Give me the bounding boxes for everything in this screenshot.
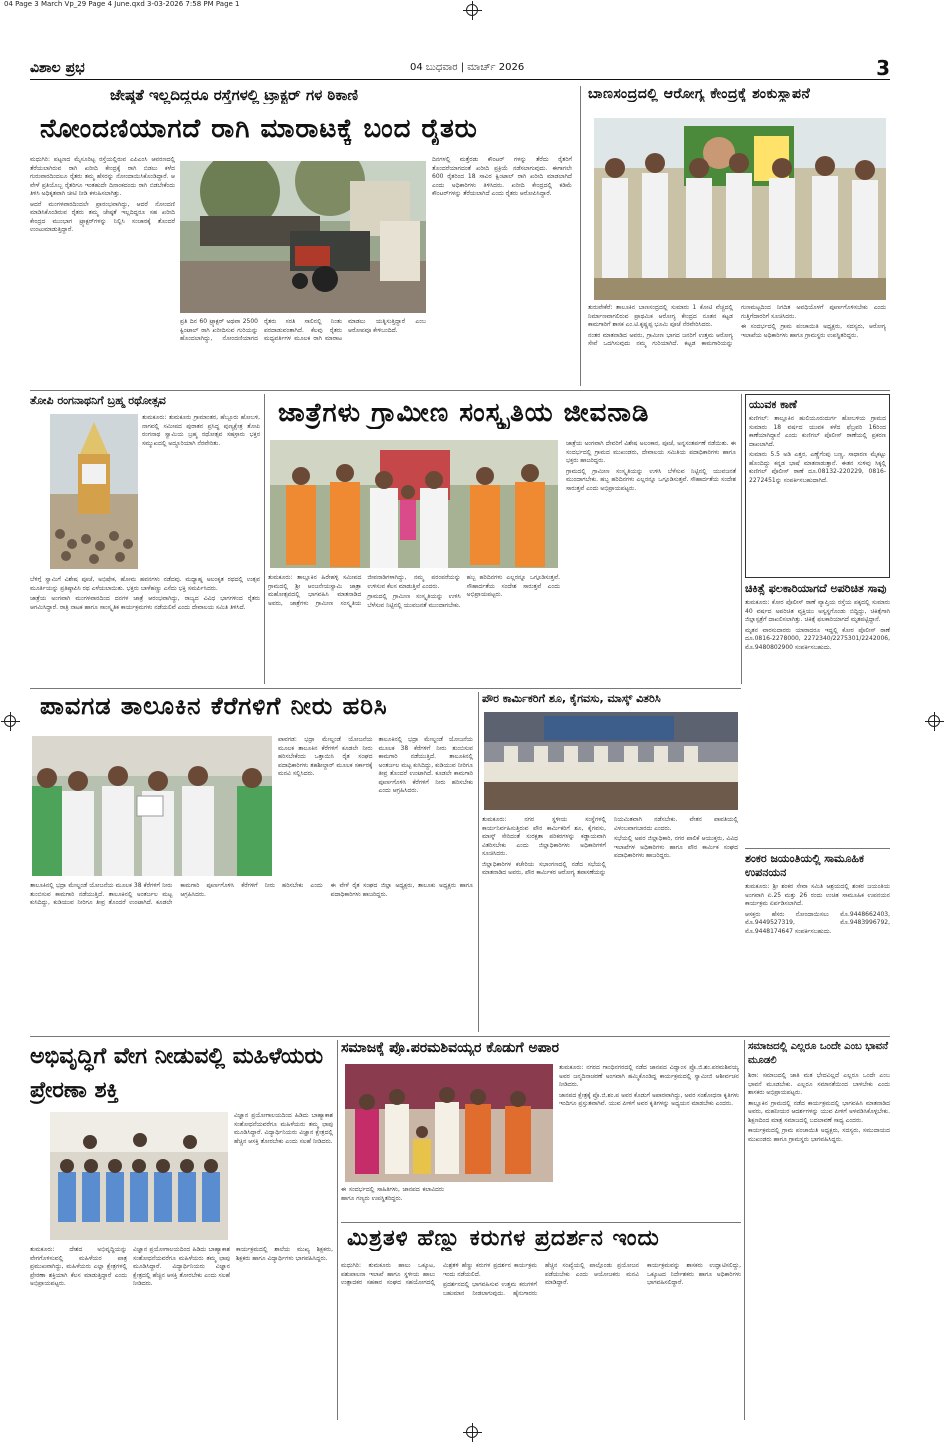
article-calf-exhibition [341, 1226, 741, 1420]
article-jatre [268, 394, 738, 684]
page-number: 3 [876, 56, 890, 80]
article-body-bottom: ಬೆಳಿಗ್ಗೆ ಸ್ವಾಮಿಗೆ ವಿಶೇಷ ಪೂಜೆ, ಅಭಿಷೇಕ, ಹೋಮ ಹವನಗಳು ನಡೆದವು. ಮಧ್ಯಾಹ್ನ ಅಲಂಕೃತ ರಥದಲ್ಲಿ ಉತ್ಸವ ಮೂರ್ತಿಯನ್ನು ಪ್ರತಿಷ್ಠಾಪಿಸಿ ರಥ ಎಳೆಯಲಾಯಿತು. ಭಕ್ತರು ಬಾಳೆಹಣ್ಣು ಎಸೆದು ಭಕ್ತಿ ಸಮರ್ಪಿಸಿದರು. ಜಾತ್ರೆಯ ಅಂಗವಾಗಿ ಮಂಗಳವಾರದಿಂದ ದನಗಳ ಜಾತ್ರೆ ಆರಂಭವಾಗಿದ್ದು, ರಾಜ್ಯದ ವಿವಿಧ ಭಾಗಗಳಿಂದ ರೈತರು ಆಗಮಿಸಿದ್ದಾರೆ. ರಾತ್ರಿ ನಾಟಕ ಹಾಗೂ ಸಾಂಸ್ಕೃತಿಕ ಕಾರ್ಯಕ್ರಮಗಳು ನಡೆಯಲಿವೆ ಎಂದು ದೇವಾಲಯ ಸಮಿತಿ ತಿಳಿಸಿದೆ. [30, 576, 260, 611]
foundation-ceremony-photo [594, 118, 886, 300]
article-unknown-death [745, 582, 890, 840]
article-body-right: ಜಾತ್ರೆಯ ಅಂಗವಾಗಿ ದೇವರಿಗೆ ವಿಶೇಷ ಅಲಂಕಾರ, ಪೂಜೆ, ಅನ್ನಸಂತರ್ಪಣೆ ನಡೆಯಿತು. ಈ ಸಂದರ್ಭದಲ್ಲಿ ಗ್ರಾಮದ ಮುಖಂಡರು, ದೇವಾಲಯ ಸಮಿತಿಯ ಪದಾಧಿಕಾರಿಗಳು ಹಾಗೂ ಭಕ್ತರು ಹಾಜರಿದ್ದರು. ಗ್ರಾಮದಲ್ಲಿ ಗ್ರಾಮೀಣ ಸಂಸ್ಕೃತಿಯನ್ನು ಉಳಿಸಿ ಬೆಳೆಸುವ ನಿಟ್ಟಿನಲ್ಲಿ ಯುವಜನತೆ ಮುಂದಾಗಬೇಕು. ಹಬ್ಬ ಹರಿದಿನಗಳು ಎಲ್ಲರನ್ನೂ ಒಗ್ಗೂಡಿಸುತ್ತವೆ. ಸೌಹಾರ್ದತೆಯ ಸಂದೇಶ ಸಾರುತ್ತವೆ ಎಂದು ಅಭಿಪ್ರಾಯಪಟ್ಟರು. [566, 440, 736, 492]
article-body-right: ಪಾವಗಡ: ಭದ್ರಾ ಮೇಲ್ದಂಡೆ ಯೋಜನೆಯ ಮೂಲಕ ತಾಲೂಕಿನ ಕೆರೆಗಳಿಗೆ ಕೂಡಲೇ ನೀರು ಹರಿಸಬೇಕೆಂದು ಒತ್ತಾಯಿಸಿ ರೈತ ಸಂಘದ ಪದಾಧಿಕಾರಿಗಳು ತಹಶೀಲ್ದಾರ್ ಮೂಲಕ ಸರ್ಕಾರಕ್ಕೆ ಮನವಿ ಸಲ್ಲಿಸಿದರು. ತಾಲೂಕಿನಲ್ಲಿ ಭದ್ರಾ ಮೇಲ್ದಂಡೆ ಯೋಜನೆಯ ಮೂಲಕ 38 ಕೆರೆಗಳಿಗೆ ನೀರು ತುಂಬಿಸುವ ಕಾಮಗಾರಿ ನಡೆಯುತ್ತಿದೆ. ತಾಲೂಕಿನಲ್ಲಿ ಅಂತರ್ಜಲ ಮಟ್ಟ ಕುಸಿದಿದ್ದು, ಕುಡಿಯುವ ನೀರಿಗೂ ತೀವ್ರ ತೊಂದರೆ ಉಂಟಾಗಿದೆ. ಕೂಡಲೇ ಕಾಮಗಾರಿ ಪೂರ್ಣಗೊಳಿಸಿ ಕೆರೆಗಳಿಗೆ ನೀರು ಹರಿಸಬೇಕು ಎಂದು ಆಗ್ರಹಿಸಿದರು. [278, 736, 473, 794]
article-health [588, 86, 888, 386]
masthead [30, 58, 890, 80]
print-slug: 04 Page 3 March Vp_29 Page 4 June.qxd 3-03-2026 7:58 PM Page 1 [4, 0, 240, 8]
article-body-top: ತುಮಕೂರು: ತುಮಕೂರು ಗ್ರಾಮಾಂತರ, ಹೆಬ್ಬೂರು ಹೋಬಳಿ, ನಾಗವಲ್ಲಿ ಸಮೀಪದ ಪುರಾತನ ಪ್ರಸಿದ್ಧ ಪುಣ್ಯಕ್ಷೇತ್ರ ತೋಪಿ ರಂಗನಾಥ ಸ್ವಾಮಿಯ ಬ್ರಹ್ಮ ರಥೋತ್ಸವ ಸಹಸ್ರಾರು ಭಕ್ತರ ಸಮ್ಮುಖದಲ್ಲಿ ಅದ್ದೂರಿಯಾಗಿ ನೆರವೇರಿತು. [142, 414, 260, 447]
article-headline: ಚಿಕಿತ್ಸೆ ಫಲಕಾರಿಯಾಗದೆ ಅಪರಿಚಿತ ಸಾವು [745, 582, 887, 595]
article-pavagada-lakes [30, 692, 475, 1032]
article-body-col1: ಮಧುಗಿರಿ: ಪಟ್ಟಣದ ಮೈಸೂರಿಟ್ಟ ರಸ್ತೆಯಲ್ಲಿರುವ ಎಪಿಎಂಸಿ ಆವರಣದಲ್ಲಿ ತೆರೆಯಲಾಗಿರುವ ರಾಗಿ ಖರೀದಿ ಕೇಂದ್ರಕ್ಕೆ ರಾಗಿ ಬಿಡಲು ಕಳೆದ ಗುರುವಾರದಿಂದಲೂ ರೈತರು ತಮ್ಮ ಹೆಸರನ್ನು ನೋಂದಾಯಿಸಿಕೊಂಡಿದ್ದಾರೆ. ಆ ವೇಳೆ ಪ್ರತಿಯೊಬ್ಬ ರೈತರಿಗೂ ಇಂತಹುದೇ ದಿನಾಂಕದಂದು ರಾಗಿ ಬಿಡಬೇಕೆಂದು ತಿಳಿಸಿ ಅಧಿಕೃತವಾಗಿ ಚೀಟಿ ನೀಡಿ ಕಳುಹಿಸಲಾಗಿತ್ತು. ಆದರೆ ಮಂಗಳವಾರದಿಂದಲೇ ಪ್ರಾರಂಭವಾಗಿದ್ದು, ಆದರೆ ನೋಂದಣಿ ಮಾಡಿಸಿಕೊಂಡಿರುವ ರೈತರು ತಮ್ಮ ಜೇಷ್ಠತೆ ಇಲ್ಲದಿದ್ದರೂ ಸಹ ಖರೀದಿ ಕೇಂದ್ರದ ಮುಂಭಾಗ ಟ್ರ್ಯಾಕ್ಟರ್‌ಗಳನ್ನು ನಿಲ್ಲಿಸಿ ಸಂಚಾರಕ್ಕೆ ತೊಂದರೆ ಉಂಟುಮಾಡುತ್ತಿದ್ದಾರೆ. [30, 156, 175, 233]
article-body-bottom: ತಾಲೂಕಿನಲ್ಲಿ ಭದ್ರಾ ಮೇಲ್ದಂಡೆ ಯೋಜನೆಯ ಮೂಲಕ 38 ಕೆರೆಗಳಿಗೆ ನೀರು ತುಂಬಿಸುವ ಕಾಮಗಾರಿ ನಡೆಯುತ್ತಿದೆ. ತಾಲೂಕಿನಲ್ಲಿ ಅಂತರ್ಜಲ ಮಟ್ಟ ಕುಸಿದಿದ್ದು, ಕುಡಿಯುವ ನೀರಿಗೂ ತೀವ್ರ ತೊಂದರೆ ಉಂಟಾಗಿದೆ. ಕೂಡಲೇ ಕಾಮಗಾರಿ ಪೂರ್ಣಗೊಳಿಸಿ ಕೆರೆಗಳಿಗೆ ನೀರು ಹರಿಸಬೇಕು ಎಂದು ಆಗ್ರಹಿಸಿದರು. ಈ ವೇಳೆ ರೈತ ಸಂಘದ ಜಿಲ್ಲಾ ಅಧ್ಯಕ್ಷರು, ತಾಲೂಕು ಅಧ್ಯಕ್ಷರು ಹಾಗೂ ಪದಾಧಿಕಾರಿಗಳು ಹಾಜರಿದ್ದರು. [30, 882, 473, 906]
article-headline: ಅಭಿವೃದ್ಧಿಗೆ ವೇಗ ನೀಡುವಲ್ಲಿ ಮಹಿಳೆಯರು ಪ್ರೇರಣಾ ಶಕ್ತಿ [30, 1044, 324, 1103]
newspaper-brand: ವಿಶಾಲ ಪ್ರಭ [30, 60, 85, 76]
article-headline: ಜಾತ್ರೆಗಳು ಗ್ರಾಮೀಣ ಸಂಸ್ಕೃತಿಯ ಜೀವನಾಡಿ [278, 398, 650, 428]
registration-mark-icon [466, 4, 478, 16]
article-rath [30, 394, 260, 684]
article-body-col3: ದಿನಗಳಲ್ಲಿ ಮತ್ತೆರಡು ಕೌಂಟರ್ ಗಳನ್ನು ತೆರೆದು ರೈತರಿಗೆ ತೊಂದರೆಯಾಗದಂತೆ ಖರೀದಿ ಪ್ರಕ್ರಿಯೆ ನಡೆಸಲಾಗುವುದು. ಈಗಾಗಲೇ 600 ರೈತರಿಂದ 18 ಸಾವಿರ ಕ್ವಿಂಟಾಲ್ ರಾಗಿ ಖರೀದಿ ಮಾಡಲಾಗಿದೆ ಎಂದು ಅಧಿಕಾರಿಗಳು ತಿಳಿಸಿದರು. ಖರೀದಿ ಕೇಂದ್ರದಲ್ಲಿ ಕಡಿಮೆ ಕೌಂಟರ್‌ಗಳನ್ನು ತೆರೆಯಲಾಗಿದೆ ಎಂದು ರೈತರು ಆರೋಪಿಸಿದ್ದಾರೆ. [432, 156, 572, 197]
article-headline: ತೋಪಿ ರಂಗನಾಥನಿಗೆ ಬ್ರಹ್ಮ ರಥೋತ್ಸವ [30, 394, 166, 407]
tribute-ceremony-photo [345, 1064, 553, 1182]
article-kicker: ಜೇಷ್ಠತೆ ಇಲ್ಲದಿದ್ದರೂ ರಸ್ತೆಗಳಲ್ಲಿ ಟ್ರ್ಯಾಕ್ಟರ್ ಗಳ ಠಿಕಾಣಿ [110, 86, 359, 104]
meeting-hall-photo [484, 712, 738, 810]
article-civic-workers [482, 692, 740, 1032]
article-headline: ಶಂಕರ ಜಯಂತಿಯಲ್ಲಿ ಸಾಮೂಹಿಕ ಉಪನಯನ [745, 852, 865, 879]
article-women-development [30, 1040, 333, 1420]
article-body: ಶಿರಾ: ಸಮಾಜದಲ್ಲಿ ಜಾತಿ ಮತ ಭೇದವಿಲ್ಲದೆ ಎಲ್ಲರೂ ಒಂದೇ ಎಂಬ ಭಾವನೆ ಮೂಡಬೇಕು. ಎಲ್ಲರೂ ಸಮಾನತೆಯಿಂದ ಬಾಳಬೇಕು ಎಂದು ಶಾಸಕರು ಅಭಿಪ್ರಾಯಪಟ್ಟರು. ತಾಲ್ಲೂಕಿನ ಗ್ರಾಮದಲ್ಲಿ ನಡೆದ ಕಾರ್ಯಕ್ರಮದಲ್ಲಿ ಭಾಗವಹಿಸಿ ಮಾತನಾಡಿದ ಅವರು, ಮಹನೀಯರ ಆದರ್ಶಗಳನ್ನು ಯುವ ಪೀಳಿಗೆ ಅಳವಡಿಸಿಕೊಳ್ಳಬೇಕು. ಶಿಕ್ಷಣದಿಂದ ಮಾತ್ರ ಸಮಾಜದಲ್ಲಿ ಬದಲಾವಣೆ ಸಾಧ್ಯ ಎಂದರು. ಕಾರ್ಯಕ್ರಮದಲ್ಲಿ ಗ್ರಾಮ ಪಂಚಾಯಿತಿ ಅಧ್ಯಕ್ಷರು, ಸದಸ್ಯರು, ಸಮುದಾಯದ ಮುಖಂಡರು ಹಾಗೂ ಗ್ರಾಮಸ್ಥರು ಭಾಗವಹಿಸಿದ್ದರು. [748, 1072, 890, 1143]
article-body: ತುಮಕೂರು: ಕೋರ ಪೊಲೀಸ್ ಠಾಣೆ ವ್ಯಾಪ್ತಿಯ ರಸ್ತೆಯ ಪಕ್ಕದಲ್ಲಿ ಸುಮಾರು 40 ವರ್ಷದ ಅಪರಿಚಿತ ವ್ಯಕ್ತಿಯು ಅಸ್ವಸ್ಥಗೊಂಡು ಬಿದ್ದಿದ್ದು, ಚಿಕಿತ್ಸೆಗಾಗಿ ಜಿಲ್ಲಾಸ್ಪತ್ರೆಗೆ ದಾಖಲಿಸಲಾಗಿತ್ತು. ಚಿಕಿತ್ಸೆ ಫಲಕಾರಿಯಾಗದೆ ಮೃತಪಟ್ಟಿದ್ದಾನೆ. ಮೃತನ ವಾರಸುದಾರರು ಯಾರಾದರೂ ಇದ್ದಲ್ಲಿ ಕೋರ ಪೊಲೀಸ್ ಠಾಣೆ ದೂ.0816-2278000, 2272340/2275301/2242006, ಮೊ.9480802900 ಸಂಪರ್ಕಿಸಬಹುದು. [745, 599, 890, 651]
memorandum-submission-photo [32, 736, 272, 876]
article-body-right: ತುಮಕೂರು: ನಗರದ ಗಾಂಧಿನಗರದಲ್ಲಿ ನಡೆದ ಜಾನಪದ ವಿದ್ವಾಂಸ ಪ್ರೊ.ಜಿ.ಶಂ.ಪರಮಶಿವಯ್ಯ ಅವರ ಜನ್ಮದಿನಾಚರಣೆ ಅಂಗವಾಗಿ ಹಮ್ಮಿಕೊಂಡಿದ್ದ ಕಾರ್ಯಕ್ರಮದಲ್ಲಿ ಸ್ವಾಮೀಜಿ ಆಶೀರ್ವಚನ ನೀಡಿದರು. ಜಾನಪದ ಕ್ಷೇತ್ರಕ್ಕೆ ಪ್ರೊ.ಜಿ.ಶಂ.ಪ ಅವರ ಕೊಡುಗೆ ಅಪಾರವಾಗಿದ್ದು, ಅವರ ಸಂಶೋಧನಾ ಕೃತಿಗಳು ಇಂದಿಗೂ ಪ್ರಸ್ತುತವಾಗಿವೆ. ಯುವ ಪೀಳಿಗೆ ಅವರ ಕೃತಿಗಳನ್ನು ಅಧ್ಯಯನ ಮಾಡಬೇಕು ಎಂದರು. [559, 1064, 739, 1107]
registration-mark-icon [4, 715, 16, 727]
article-ragi [30, 86, 575, 386]
article-professor-tribute [341, 1040, 741, 1218]
jatre-festival-photo [270, 440, 558, 568]
article-body-right: ವಿಜ್ಞಾನ ಪ್ರಯೋಗಾಲಯದಿಂದ ಹಿಡಿದು ಬಾಹ್ಯಾಕಾಶ ಸಂಶೋಧನೆಯವರೆಗೂ ಮಹಿಳೆಯರು ತಮ್ಮ ಛಾಪು ಮೂಡಿಸಿದ್ದಾರೆ. ವಿದ್ಯಾರ್ಥಿನಿಯರು ವಿಜ್ಞಾನ ಕ್ಷೇತ್ರದಲ್ಲಿ ಹೆಚ್ಚಿನ ಆಸಕ್ತಿ ತೋರಬೇಕು ಎಂದು ಸಲಹೆ ನೀಡಿದರು. [234, 1112, 333, 1145]
article-youth-missing [745, 394, 890, 578]
article-headline: ಮಿಶ್ರತಳಿ ಹೆಣ್ಣು ಕರುಗಳ ಪ್ರದರ್ಶನ ಇಂದು [347, 1226, 660, 1251]
registration-mark-icon [466, 1426, 478, 1438]
article-headline: ಪಾವಗಡ ತಾಲೂಕಿನ ಕೆರೆಗಳಿಗೆ ನೀರು ಹರಿಸಿ [40, 692, 388, 720]
article-body: ತುರುವೇಕೆರೆ: ತಾಲೂಕಿನ ಬಾಣಸಂದ್ರದಲ್ಲಿ ಸುಮಾರು 1 ಕೋಟಿ ವೆಚ್ಚದಲ್ಲಿ ನಿರ್ಮಾಣವಾಗಲಿರುವ ಪ್ರಾಥಮಿಕ ಆರೋಗ್ಯ ಕೇಂದ್ರದ ನೂತನ ಕಟ್ಟಡ ಕಾಮಗಾರಿಗೆ ಶಾಸಕ ಎಂ.ಟಿ.ಕೃಷ್ಣಪ್ಪ ಭೂಮಿ ಪೂಜೆ ನೆರವೇರಿಸಿದರು. ನಂತರ ಮಾತನಾಡಿದ ಅವರು, ಗ್ರಾಮೀಣ ಭಾಗದ ಜನರಿಗೆ ಉತ್ತಮ ಆರೋಗ್ಯ ಸೇವೆ ಒದಗಿಸುವುದು ನಮ್ಮ ಗುರಿಯಾಗಿದೆ. ಕಟ್ಟಡ ಕಾಮಗಾರಿಯನ್ನು ಗುಣಮಟ್ಟದಿಂದ ನಿಗದಿತ ಅವಧಿಯೊಳಗೆ ಪೂರ್ಣಗೊಳಿಸಬೇಕು ಎಂದು ಗುತ್ತಿಗೆದಾರರಿಗೆ ಸೂಚಿಸಿದರು. ಈ ಸಂದರ್ಭದಲ್ಲಿ ಗ್ರಾಮ ಪಂಚಾಯಿತಿ ಅಧ್ಯಕ್ಷರು, ಸದಸ್ಯರು, ಆರೋಗ್ಯ ಇಲಾಖೆಯ ಅಧಿಕಾರಿಗಳು ಹಾಗೂ ಗ್ರಾಮಸ್ಥರು ಉಪಸ್ಥಿತರಿದ್ದರು. [588, 304, 886, 347]
article-body-col2: ಪ್ರತಿ ದಿನ 60 ಟ್ರ್ಯಾಕ್ಟರ್ ಅಥವಾ 2500 ಕ್ವಿಂಟಾಲ್ ರಾಗಿ ಖರೀದಿಸುವ ಗುರಿಯನ್ನು ಹೊಂದಲಾಗಿದ್ದು, ನೋಂದಣಿಯಾಗದ ರೈತರು ಸರತಿ ಸಾಲಿನಲ್ಲಿ ನಿಂತು ಪರದಾಡುವಂತಾಗಿದೆ. ಕೆಲವು ರೈತರು ಮಧ್ಯವರ್ತಿಗಳ ಮೂಲಕ ರಾಗಿ ಮಾರಾಟ ಮಾಡಲು ಯತ್ನಿಸುತ್ತಿದ್ದಾರೆ ಎಂಬ ಆರೋಪವೂ ಕೇಳಿಬಂದಿದೆ. [180, 318, 426, 342]
article-body: ಕುಣಿಗಲ್: ತಾಲ್ಲೂಕಿನ ಹುಲಿಯೂರುದುರ್ಗ ಹೋಬಳಿಯ ಗ್ರಾಮದ ಸುಮಾರು 18 ವರ್ಷದ ಯುವಕ ಕಳೆದ ಫೆಬ್ರವರಿ 16ರಿಂದ ಕಾಣೆಯಾಗಿದ್ದಾನೆ ಎಂದು ಕುಣಿಗಲ್ ಪೊಲೀಸ್ ಠಾಣೆಯಲ್ಲಿ ಪ್ರಕರಣ ದಾಖಲಾಗಿದೆ. ಸುಮಾರು 5.5 ಅಡಿ ಎತ್ತರ, ಎಣ್ಣೆಗೆಂಪು ಬಣ್ಣ, ಸಾಧಾರಣ ಮೈಕಟ್ಟು ಹೊಂದಿದ್ದು ಕನ್ನಡ ಭಾಷೆ ಮಾತನಾಡುತ್ತಾನೆ. ಈತನ ಸುಳಿವು ಸಿಕ್ಕಲ್ಲಿ ಕುಣಿಗಲ್ ಪೊಲೀಸ್ ಠಾಣೆ ದೂ.08132-220229, 0816-2272451ನ್ನು ಸಂಪರ್ಕಿಸಬಹುದಾಗಿದೆ. [749, 415, 886, 484]
registration-mark-icon [928, 715, 940, 727]
issue-date: 04 ಬುಧವಾರ | ಮಾರ್ಚ್ 2026 [410, 62, 525, 73]
article-headline: ಸಮಾಜಕ್ಕೆ ಪ್ರೊ.ಪರಮಶಿವಯ್ಯರ ಕೊಡುಗೆ ಅಪಾರ [341, 1040, 560, 1056]
article-body-bottom: ತುಮಕೂರು: ತಾಲ್ಲೂಕಿನ ಹಿರೇಹಳ್ಳಿ ಸಮೀಪದ ಗ್ರಾಮದಲ್ಲಿ ಶ್ರೀ ಆಂಜನೇಯಸ್ವಾಮಿ ಜಾತ್ರಾ ಮಹೋತ್ಸವದಲ್ಲಿ ಭಾಗವಹಿಸಿ ಮಾತನಾಡಿದ ಅವರು, ಜಾತ್ರೆಗಳು ಗ್ರಾಮೀಣ ಸಂಸ್ಕೃತಿಯ ಜೀವನಾಡಿಗಳಾಗಿದ್ದು, ನಮ್ಮ ಪರಂಪರೆಯನ್ನು ಉಳಿಸುವ ಕೆಲಸ ಮಾಡುತ್ತಿವೆ ಎಂದರು. ಗ್ರಾಮದಲ್ಲಿ ಗ್ರಾಮೀಣ ಸಂಸ್ಕೃತಿಯನ್ನು ಉಳಿಸಿ ಬೆಳೆಸುವ ನಿಟ್ಟಿನಲ್ಲಿ ಯುವಜನತೆ ಮುಂದಾಗಬೇಕು. ಹಬ್ಬ ಹರಿದಿನಗಳು ಎಲ್ಲರನ್ನೂ ಒಗ್ಗೂಡಿಸುತ್ತವೆ. ಸೌಹಾರ್ದತೆಯ ಸಂದೇಶ ಸಾರುತ್ತವೆ ಎಂದು ಅಭಿಪ್ರಾಯಪಟ್ಟರು. [268, 574, 560, 609]
students-group-photo [50, 1112, 228, 1240]
article-body: ಮಧುಗಿರಿ: ತುಮಕೂರು ಹಾಲು ಒಕ್ಕೂಟ, ಪಶುಪಾಲನಾ ಇಲಾಖೆ ಹಾಗೂ ಸ್ಥಳೀಯ ಹಾಲು ಉತ್ಪಾದಕರ ಸಹಕಾರ ಸಂಘದ ಸಹಯೋಗದಲ್ಲಿ ಮಿಶ್ರತಳಿ ಹೆಣ್ಣು ಕರುಗಳ ಪ್ರದರ್ಶನ ಕಾರ್ಯಕ್ರಮ ಇಂದು ನಡೆಯಲಿದೆ. ಪ್ರದರ್ಶನದಲ್ಲಿ ಭಾಗವಹಿಸುವ ಉತ್ತಮ ಕರುಗಳಿಗೆ ಬಹುಮಾನ ನೀಡಲಾಗುವುದು. ಹೈನುಗಾರರು ಹೆಚ್ಚಿನ ಸಂಖ್ಯೆಯಲ್ಲಿ ಪಾಲ್ಗೊಂಡು ಪ್ರಯೋಜನ ಪಡೆಯಬೇಕು ಎಂದು ಆಯೋಜಕರು ಮನವಿ ಮಾಡಿದ್ದಾರೆ. ಕಾರ್ಯಕ್ರಮವನ್ನು ಶಾಸಕರು ಉದ್ಘಾಟಿಸಲಿದ್ದು, ಒಕ್ಕೂಟದ ನಿರ್ದೇಶಕರು ಹಾಗೂ ಅಧಿಕಾರಿಗಳು ಭಾಗವಹಿಸಲಿದ್ದಾರೆ. [341, 1262, 741, 1297]
article-body-bottom: ತುಮಕೂರು: ದೇಶದ ಅಭಿವೃದ್ಧಿಯನ್ನು ವೇಗಗೊಳಿಸುವಲ್ಲಿ ಮಹಿಳೆಯರ ಪಾತ್ರ ಪ್ರಮುಖವಾಗಿದ್ದು, ಮಹಿಳೆಯರು ಎಲ್ಲಾ ಕ್ಷೇತ್ರಗಳಲ್ಲಿ ಪ್ರೇರಣಾ ಶಕ್ತಿಯಾಗಿ ಕೆಲಸ ಮಾಡುತ್ತಿದ್ದಾರೆ ಎಂದು ಅಭಿಪ್ರಾಯಪಟ್ಟರು. ವಿಜ್ಞಾನ ಪ್ರಯೋಗಾಲಯದಿಂದ ಹಿಡಿದು ಬಾಹ್ಯಾಕಾಶ ಸಂಶೋಧನೆಯವರೆಗೂ ಮಹಿಳೆಯರು ತಮ್ಮ ಛಾಪು ಮೂಡಿಸಿದ್ದಾರೆ. ವಿದ್ಯಾರ್ಥಿನಿಯರು ವಿಜ್ಞಾನ ಕ್ಷೇತ್ರದಲ್ಲಿ ಹೆಚ್ಚಿನ ಆಸಕ್ತಿ ತೋರಬೇಕು ಎಂದು ಸಲಹೆ ನೀಡಿದರು. ಕಾರ್ಯಕ್ರಮದಲ್ಲಿ ಶಾಲೆಯ ಮುಖ್ಯ ಶಿಕ್ಷಕರು, ಶಿಕ್ಷಕರು ಹಾಗೂ ವಿದ್ಯಾರ್ಥಿಗಳು ಭಾಗವಹಿಸಿದ್ದರು. [30, 1246, 333, 1287]
article-body: ತುಮಕೂರು: ನಗರ ಸ್ಥಳೀಯ ಸಂಸ್ಥೆಗಳಲ್ಲಿ ಕಾರ್ಯನಿರ್ವಹಿಸುತ್ತಿರುವ ಪೌರ ಕಾರ್ಮಿಕರಿಗೆ ಶೂ, ಕೈಗವಸು, ಮಾಸ್ಕ್ ಸೇರಿದಂತೆ ಸುರಕ್ಷತಾ ಪರಿಕರಗಳನ್ನು ಕಡ್ಡಾಯವಾಗಿ ವಿತರಿಸಬೇಕು ಎಂದು ಜಿಲ್ಲಾಧಿಕಾರಿಗಳು ಅಧಿಕಾರಿಗಳಿಗೆ ಸೂಚಿಸಿದರು. ಜಿಲ್ಲಾಧಿಕಾರಿಗಳ ಕಚೇರಿಯ ಸಭಾಂಗಣದಲ್ಲಿ ನಡೆದ ಸಭೆಯಲ್ಲಿ ಮಾತನಾಡಿದ ಅವರು, ಪೌರ ಕಾರ್ಮಿಕರ ಆರೋಗ್ಯ ತಪಾಸಣೆಯನ್ನು ನಿಯಮಿತವಾಗಿ ನಡೆಸಬೇಕು. ವೇತನ ಪಾವತಿಯಲ್ಲಿ ವಿಳಂಬವಾಗಬಾರದು ಎಂದರು. ಸಭೆಯಲ್ಲಿ ಅಪರ ಜಿಲ್ಲಾಧಿಕಾರಿ, ನಗರ ಪಾಲಿಕೆ ಆಯುಕ್ತರು, ವಿವಿಧ ಇಲಾಖೆಗಳ ಅಧಿಕಾರಿಗಳು ಹಾಗೂ ಪೌರ ಕಾರ್ಮಿಕ ಸಂಘದ ಪದಾಧಿಕಾರಿಗಳು ಹಾಜರಿದ್ದರು. [482, 816, 738, 876]
article-headline: ಬಾಣಸಂದ್ರದಲ್ಲಿ ಆರೋಗ್ಯ ಕೇಂದ್ರಕ್ಕೆ ಶಂಕುಸ್ಥಾಪನೆ [588, 86, 811, 102]
chariot-festival-photo [50, 414, 138, 569]
article-headline: ಸಮಾಜದಲ್ಲಿ ಎಲ್ಲರೂ ಒಂದೇ ಎಂಬ ಭಾವನೆ ಮೂಡಲಿ [748, 1041, 889, 1066]
tractor-queue-photo [180, 161, 426, 313]
article-headline: ಪೌರ ಕಾರ್ಮಿಕರಿಗೆ ಶೂ, ಕೈಗವಸು, ಮಾಸ್ಕ್ ವಿತರಿಸಿ [482, 692, 661, 705]
article-body-bottom: ಈ ಸಂದರ್ಭದಲ್ಲಿ ಸಾಹಿತಿಗಳು, ಜಾನಪದ ಕಲಾವಿದರು ಹಾಗೂ ಗಣ್ಯರು ಉಪಸ್ಥಿತರಿದ್ದರು. [341, 1186, 444, 1202]
article-headline: ಯುವಕ ಕಾಣೆ [749, 398, 797, 411]
article-shankara [745, 848, 890, 1032]
article-body: ತುಮಕೂರು: ಶ್ರೀ ಶಂಕರ ಸೇವಾ ಸಮಿತಿ ಆಶ್ರಯದಲ್ಲಿ ಶಂಕರ ಜಯಂತಿಯ ಅಂಗವಾಗಿ ಏ.25 ಮತ್ತು 26 ರಂದು ಉಚಿತ ಸಾಮೂಹಿಕ ಉಪನಯನ ಕಾರ್ಯಕ್ರಮ ಏರ್ಪಡಿಸಲಾಗಿದೆ. ಆಸಕ್ತರು ಹೆಸರು ನೋಂದಾಯಿಸಲು ಮೊ.9448662403, ಮೊ.9449527319, ಮೊ.9483996792, ಮೊ.9448174647 ಸಂಪರ್ಕಿಸಬಹುದು. [745, 883, 890, 935]
article-equality [748, 1040, 890, 1420]
article-headline: ನೋಂದಣಿಯಾಗದೆ ರಾಗಿ ಮಾರಾಟಕ್ಕೆ ಬಂದ ರೈತರು [40, 114, 478, 144]
